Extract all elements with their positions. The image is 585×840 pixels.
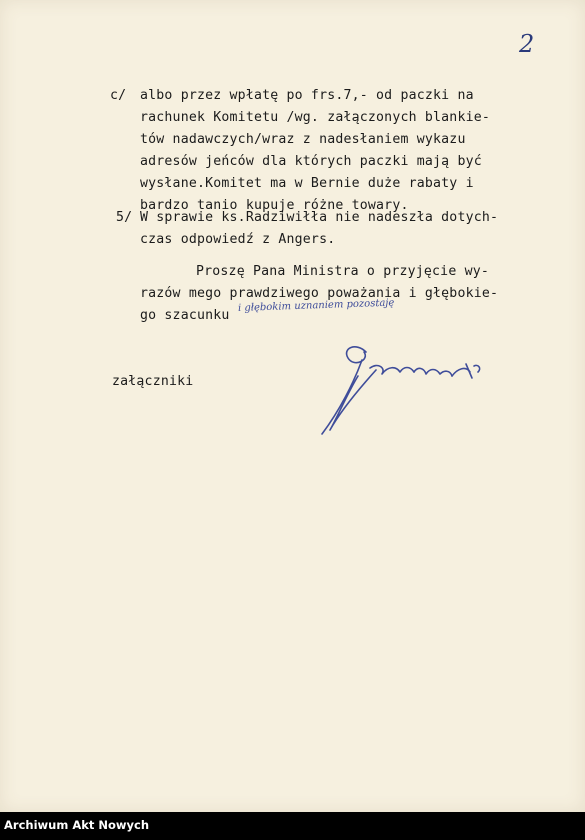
item-c-marker: c/ [110,88,127,103]
handwritten-signature [300,330,500,440]
item-5-marker: 5/ [116,210,133,225]
closing-line-3: go szacunku [140,308,230,323]
closing-line-2: razów mego prawdziwego poważania i głębokie- [140,286,499,301]
item-c-line-6: bardzo tanio kupuje różne towary. [140,198,409,213]
item-c-line-5: wysłane.Komitet ma w Bernie duże rabaty i [140,176,474,191]
item-c-line-2: rachunek Komitetu /wg. załączonych blankie- [140,110,491,125]
item-c-line-4: adresów jeńców dla których paczki mają być [140,154,482,169]
archive-footer [0,812,585,840]
archive-name: Archiwum Akt Nowych [4,818,150,832]
closing-line-1: Proszę Pana Ministra o przyjęcie wy- [196,264,490,279]
page-number: 2 [519,30,535,58]
item-c-line-1: albo przez wpłatę po frs.7,- od paczki na [140,88,474,103]
handwritten-addition: i głębokim uznaniem pozostaję [237,297,395,314]
enclosures-label: załączniki [112,374,194,389]
item-c-line-3: tów nadawczych/wraz z nadesłaniem wykazu [140,132,466,147]
item-5-line-2: czas odpowiedź z Angers. [140,232,336,247]
item-5-line-1: W sprawie ks.Radziwiłła nie nadeszła dotych- [140,210,499,225]
